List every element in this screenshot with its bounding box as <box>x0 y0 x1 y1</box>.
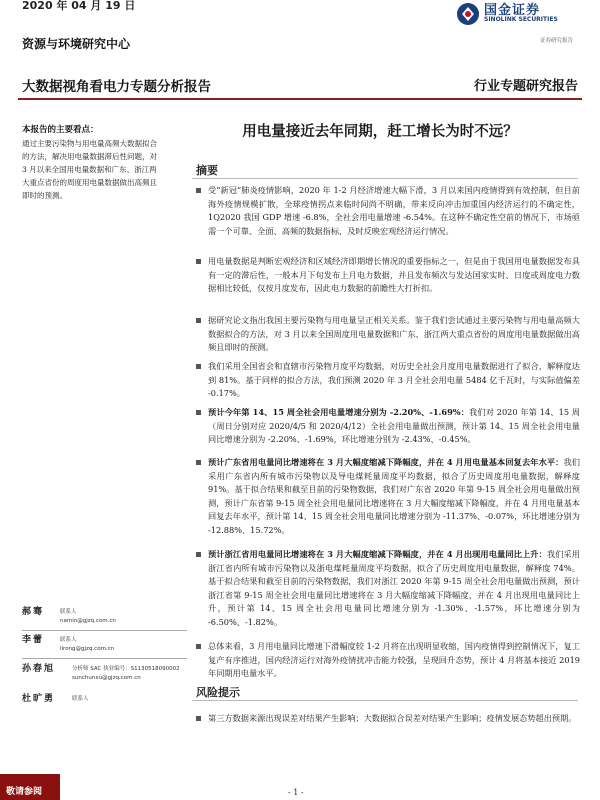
analyst-card <box>22 661 187 691</box>
summary-paragraph: 总体来看，3 月用电量同比增速下滑幅度较 1-2 月将在出现明显收缩，国内疫情得到控制情况下，复工复产有序推进，国内经济运行对海外疫情扰冲击能力较强，呈现回升态势，预计 4 月将基本接近 2019 年同期用电量水平。 <box>196 640 580 681</box>
key-points-heading: 本报告的主要看点： <box>22 125 99 135</box>
analyst-card <box>22 632 187 662</box>
analyst-email[interactable]: namin@gjzq.com.cn <box>60 618 116 624</box>
report-type: 行业专题研究报告 <box>473 79 578 94</box>
summary-paragraph: 预计浙江省用电量同比增速将在 3 月大幅度缩减下降幅度，并在 4 月出现用电量同比上升：我们采用浙江省内所有城市污染物以及浙电煤耗量周度平均数据，拟合了历史周度用电量数据，解释度 74%。基于拟合结果和截至目前的污染物数据，我们对浙江 2020 年第 9-15 周全社会用电量做出预测，预计浙江省第 9-15 周全社会用电量同比增速将在 3 月大幅度缩减下降幅度，并在 4 月出现用电量同比上升，预计第 14、15 周全社会用电量同比增速分别为 -1.30%、-1.57%，环比增速分别为 -6.50%、-1.82%。 <box>196 548 580 629</box>
risk-divider <box>192 700 578 701</box>
summary-paragraph: 用电量数据是判断宏观经济和区域经济即期增长情况的重要指标之一，但是由于我国用电量数据发布具有一定的滞后性，一般本月下旬发布上月电力数据，并且发布频次与发达国家实时、日度或周度电力数据相比较低，仅按月度发布，因此电力数据的前瞻性大打折扣。 <box>196 255 580 296</box>
analyst-name: 孙春旭 <box>22 664 56 674</box>
bullet-icon <box>196 644 201 649</box>
analyst-name: 李蕾 <box>22 635 45 645</box>
page-title: 用电量接近去年同期，赶工增长为时不远？ <box>242 123 518 140</box>
bullet-icon <box>196 552 201 557</box>
report-date: 2020 年 04 月 19 日 <box>22 0 136 12</box>
analyst-role: 联系人 <box>60 637 77 643</box>
bullet-icon <box>196 716 201 721</box>
analyst-role: 分析师 SAC 执业编号：S1130518090002 <box>72 666 180 672</box>
footer-brand: 敬请参阅 <box>6 787 43 797</box>
page-number: - 1 - <box>288 788 304 797</box>
analyst-email[interactable]: sunchunxu@gjzq.com.cn <box>72 675 141 681</box>
report-series-title: 大数据视角看电力专题分析报告 <box>22 79 211 95</box>
analyst-email[interactable]: lirong@gjzq.com.cn <box>60 646 115 652</box>
logo-subtitle: 证券研究报告 <box>540 38 574 44</box>
analyst-role: 联系人 <box>72 696 89 702</box>
risk-paragraph: 第三方数据来源出现误差对结果产生影响；大数据拟合误差对结果产生影响；疫情发展态势超出预期。 <box>196 712 580 726</box>
analyst-name: 杜旷勇 <box>22 694 56 704</box>
summary-paragraph: 预计广东省用电量同比增速将在 3 月大幅度缩减下降幅度，并在 4 月用电量基本回复去年水平：我们采用广东省内所有城市污染物以及导电煤耗量周度平均数据，拟合了历史周度用电量数据，解释度 91%。基于拟合结果和截至目前的污染物数据，我们对广东省 2020 年第 9-15 周全社会用电量做出预测，预计广东省第 9-15 周全社会用电量同比增速将在 3 月大幅度缩减下降幅度，并在 4 月用电量基本回复去年水平，预计第 14、15 周全社会用电量同比增速分别为 -11.37%、-0.07%，环比增速分别为 -12.88%、15.72%。 <box>196 456 580 537</box>
company-logo <box>456 0 586 34</box>
bullet-icon <box>196 318 201 323</box>
summary-paragraph: 我们采用全国省会和直辖市污染物月度平均数据，对历史全社会月度用电量数据进行了拟合，解释度达到 81%。基于同样的拟合方法，我们预测 2020 年 3 月全社会用电量 5484 亿千瓦时，与实际值偏差 -0.17%。 <box>196 360 580 401</box>
summary-paragraph: 据研究论文指出我国主要污染物与用电量呈正相关关系。鉴于我们尝试通过主要污染物与用电量高频大数据拟合的方法，对 3 月以来全国周度用电量数据和广东、浙江两大重点省份的周度用电量数据做出高频且即时的预测。 <box>196 314 580 355</box>
key-points-body: 通过主要污染物与用电量高频大数据拟合的方法，解决用电量数据滞后性问题，对 3 月以来全国用电量数据和广东、浙江两大重点省份的周度用电量数据做出高频且即时的预测。 <box>22 139 157 200</box>
analyst-card <box>22 691 187 711</box>
summary-paragraph: 受“新冠”肺炎疫情影响，2020 年 1-2 月经济增速大幅下滑，3 月以来国内疫情得到有效控制，但目前海外疫情规模扩散，全球疫情拐点来临时间尚不明确，带来反向冲击加重国内经济运行的不确定性，1Q2020 我国 GDP 增速 -6.8%，全社会用电量增速 -6.54%。在这种不确定性空前的情况下，市场亟需一个可靠、全面、高频的数据指标，及时反映宏观经济运行情况。 <box>196 184 580 238</box>
risk-heading: 风险提示 <box>196 686 240 699</box>
analyst-role: 联系人 <box>60 609 77 615</box>
research-department: 资源与环境研究中心 <box>22 37 131 51</box>
sinolink-logo-icon <box>456 2 480 26</box>
analyst-card <box>22 604 187 634</box>
analyst-divider <box>22 630 187 631</box>
summary-paragraph: 预计今年第 14、15 周全社会用电量增速分别为 -2.20%、-1.69%：我们对 2020 年第 14、15 周（周日分别对应 2020/4/5 和 2020/4/12）全社会用电量做出预测，预计第 14、15 周全社会用电量同比增速分别为 -2.20%、-1.69%，环比增速分别为 -2.43%、-0.45%。 <box>196 406 580 447</box>
bullet-icon <box>196 410 201 415</box>
summary-heading: 摘要 <box>196 164 218 177</box>
summary-divider <box>192 178 578 179</box>
analyst-name: 郝骞 <box>22 607 45 617</box>
header-divider <box>18 98 582 100</box>
bullet-icon <box>196 460 201 465</box>
bullet-icon <box>196 188 201 193</box>
bullet-icon <box>196 364 201 369</box>
analyst-divider <box>22 658 187 659</box>
bullet-icon <box>196 259 201 264</box>
logo-en-text: SINOLINK SECURITIES <box>484 16 558 23</box>
logo-cn-text: 国金证券 <box>484 3 541 18</box>
